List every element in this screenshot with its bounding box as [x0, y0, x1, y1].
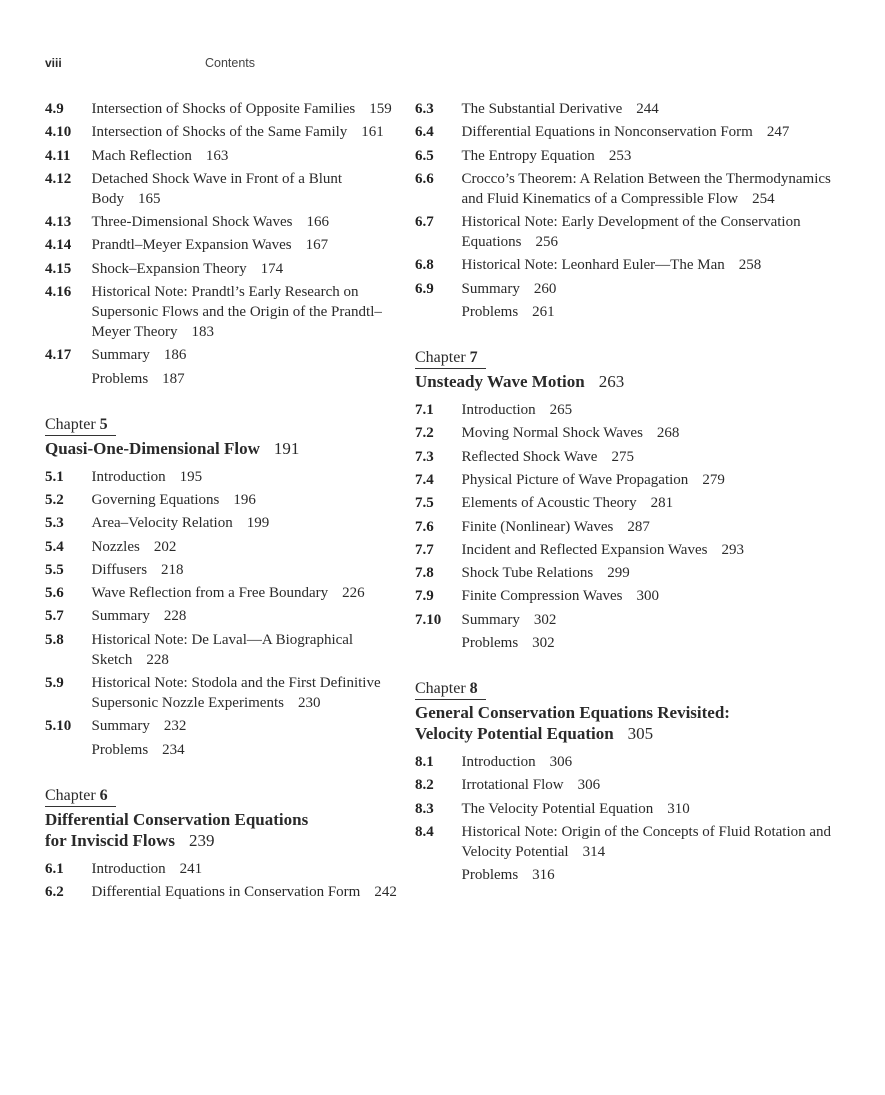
section-title: Governing Equations 196 — [91, 491, 256, 508]
section-page: 306 — [577, 777, 601, 794]
section-page: 268 — [656, 425, 680, 442]
section-page: 256 — [535, 234, 558, 251]
section-page: 300 — [636, 588, 660, 605]
problems-page: 316 — [532, 867, 555, 884]
toc-entry — [45, 630, 410, 670]
section-page: 260 — [533, 280, 557, 297]
toc-entry — [415, 400, 855, 420]
section-title: Prandtl–Meyer Expansion Waves 167 — [91, 237, 329, 254]
section-page: 241 — [179, 860, 203, 877]
section-page: 183 — [191, 324, 214, 341]
section-page: 226 — [342, 585, 365, 602]
section-page: 281 — [650, 495, 674, 512]
running-title: Contents — [205, 56, 256, 70]
chapter-5-heading — [45, 415, 410, 459]
section-number: 6.2 — [45, 883, 64, 900]
problems-page: 234 — [162, 741, 185, 758]
problems-entry — [45, 740, 410, 760]
section-page: 302 — [533, 611, 557, 628]
section-page: 165 — [138, 190, 161, 207]
section-page: 254 — [752, 190, 775, 207]
problems-label: Problems — [91, 370, 149, 387]
problems-entry — [45, 369, 410, 389]
section-number: 6.1 — [45, 860, 64, 877]
toc-entry — [415, 279, 855, 299]
section-number: 5.1 — [45, 468, 64, 485]
section-number: 4.9 — [45, 101, 64, 117]
section-title: Intersection of Shocks of the Same Family 161 — [91, 124, 384, 141]
section-number: 5.7 — [45, 608, 64, 625]
section-page: 228 — [163, 608, 187, 625]
section-page: 299 — [607, 565, 630, 582]
section-title: Detached Shock Wave in Front of a Blunt Body 165 — [91, 170, 343, 207]
toc-list — [45, 99, 410, 365]
section-number: 4.15 — [45, 260, 72, 277]
problems-entry — [415, 633, 855, 653]
toc-entry — [45, 99, 410, 119]
section-page: 287 — [627, 518, 650, 535]
toc-entry — [415, 212, 855, 252]
toc-entry — [45, 282, 410, 342]
toc-entry — [415, 586, 855, 606]
section-number: 4.13 — [45, 214, 72, 231]
section-number: 5.3 — [45, 515, 64, 532]
section-title: Introduction 241 — [91, 860, 203, 877]
problems-entry — [415, 302, 855, 322]
toc-entry — [415, 822, 855, 862]
section-page: 275 — [611, 448, 634, 465]
section-title: Shock Tube Relations 299 — [461, 565, 630, 582]
problems-page: 302 — [532, 635, 555, 652]
section-title: Summary 260 — [461, 280, 557, 297]
section-page: 202 — [153, 538, 177, 555]
toc-entry — [45, 673, 410, 713]
section-page: 167 — [305, 237, 329, 254]
toc-list — [415, 99, 855, 299]
section-title: Three-Dimensional Shock Waves 166 — [91, 214, 329, 231]
section-title: Mach Reflection 163 — [91, 147, 229, 164]
toc-entry — [45, 259, 410, 279]
chapter-title: Quasi-One-Dimensional Flow 191 — [45, 438, 300, 458]
chapter-title: Differential Conservation Equations for Inviscid Flows 239 — [45, 809, 309, 850]
chapter-7-heading — [415, 348, 855, 392]
section-page: 166 — [306, 214, 329, 231]
section-title: Differential Equations in Conservation Form 242 — [91, 883, 397, 900]
section-page: 163 — [205, 147, 229, 164]
section-page: 230 — [297, 695, 321, 712]
section-number: 8.4 — [415, 823, 434, 840]
toc-entry — [415, 122, 855, 142]
section-title: Finite Compression Waves 300 — [461, 588, 660, 605]
toc-list — [45, 859, 410, 902]
section-number: 5.5 — [45, 561, 64, 578]
section-title: Nozzles 202 — [91, 538, 177, 555]
section-page: 253 — [608, 147, 632, 164]
toc-list — [45, 467, 410, 737]
section-number: 6.8 — [415, 257, 434, 274]
section-page: 247 — [766, 124, 790, 141]
toc-list — [415, 400, 855, 630]
section-number: 6.7 — [415, 214, 434, 231]
toc-entry — [415, 517, 855, 537]
toc-entry — [45, 146, 410, 166]
section-page: 244 — [636, 101, 659, 117]
toc-entry — [45, 537, 410, 557]
toc-entry — [45, 882, 410, 902]
chapter-label: Chapter 6 — [45, 786, 116, 807]
section-title: Reflected Shock Wave 275 — [461, 448, 634, 465]
section-page: 199 — [246, 515, 270, 532]
section-title: Introduction 306 — [461, 754, 573, 771]
section-number: 5.2 — [45, 491, 64, 508]
section-number: 7.6 — [415, 518, 434, 535]
section-number: 4.11 — [45, 147, 71, 164]
problems-page: 187 — [162, 370, 185, 387]
toc-entry — [45, 122, 410, 142]
section-title: Introduction 265 — [461, 402, 573, 419]
toc-entry — [45, 716, 410, 736]
toc-column-left — [45, 99, 410, 905]
toc-entry — [45, 859, 410, 879]
section-number: 6.3 — [415, 101, 434, 117]
toc-entry — [45, 212, 410, 232]
toc-entry — [415, 493, 855, 513]
section-number: 7.5 — [415, 495, 434, 512]
toc-entry — [415, 752, 855, 772]
section-page: 265 — [549, 402, 573, 419]
section-number: 5.10 — [45, 718, 72, 735]
section-number: 8.2 — [415, 777, 434, 794]
chapter-label: Chapter 7 — [415, 348, 486, 369]
section-number: 4.12 — [45, 170, 72, 187]
section-number: 7.8 — [415, 565, 434, 582]
section-title: Moving Normal Shock Waves 268 — [461, 425, 680, 442]
section-title: Irrotational Flow 306 — [461, 777, 601, 794]
section-title: Elements of Acoustic Theory 281 — [461, 495, 674, 512]
section-page: 161 — [361, 124, 384, 141]
section-page: 258 — [738, 257, 762, 274]
section-number: 5.9 — [45, 675, 64, 692]
section-title: Area–Velocity Relation 199 — [91, 515, 270, 532]
problems-page: 261 — [532, 304, 555, 321]
section-title: Historical Note: De Laval—A Biographical Sketch 228 — [91, 631, 354, 668]
section-title: Summary 232 — [91, 718, 187, 735]
section-title: Summary 186 — [91, 347, 187, 364]
section-title: The Velocity Potential Equation 310 — [461, 800, 690, 817]
chapter-6-heading — [45, 786, 410, 851]
section-page: 186 — [163, 347, 187, 364]
toc-entry — [45, 169, 410, 209]
problems-label: Problems — [461, 867, 519, 884]
chapter-label: Chapter 8 — [415, 679, 486, 700]
toc-entry — [415, 423, 855, 443]
toc-entry — [45, 513, 410, 533]
toc-entry — [415, 169, 855, 209]
toc-entry — [415, 540, 855, 560]
toc-entry — [45, 490, 410, 510]
section-number: 4.17 — [45, 347, 72, 364]
section-page: 228 — [146, 651, 169, 668]
section-page: 159 — [369, 101, 392, 117]
chapter-8-heading — [415, 679, 855, 744]
section-number: 6.4 — [415, 124, 434, 141]
section-title: Introduction 195 — [91, 468, 203, 485]
toc-entry — [45, 345, 410, 365]
page-header — [45, 56, 445, 72]
section-number: 7.9 — [415, 588, 434, 605]
toc-entry — [415, 563, 855, 583]
toc-entry — [415, 799, 855, 819]
section-number: 6.6 — [415, 170, 434, 187]
section-number: 4.16 — [45, 284, 72, 301]
section-title: Historical Note: Prandtl’s Early Research on Supersonic Flows and the Origin of the Prandtl–Meyer Theory 183 — [91, 284, 382, 341]
section-title: Summary 228 — [91, 608, 187, 625]
toc-column-right — [415, 99, 855, 888]
section-page: 314 — [582, 843, 606, 860]
section-title: Historical Note: Stodola and the First Definitive Supersonic Nozzle Experiments 230 — [91, 675, 381, 712]
chapter-title: General Conservation Equations Revisited: Velocity Potential Equation 305 — [415, 703, 730, 744]
section-number: 5.6 — [45, 585, 64, 602]
toc-entry — [415, 255, 855, 275]
toc-entry — [45, 467, 410, 487]
section-number: 8.3 — [415, 800, 434, 817]
section-number: 7.1 — [415, 402, 434, 419]
toc-entry — [415, 146, 855, 166]
section-number: 5.4 — [45, 538, 64, 555]
toc-entry — [415, 610, 855, 630]
section-number: 7.2 — [415, 425, 434, 442]
section-page: 279 — [702, 471, 725, 488]
section-title: Summary 302 — [461, 611, 557, 628]
section-page: 174 — [260, 260, 284, 277]
section-number: 7.3 — [415, 448, 434, 465]
section-title: Diffusers 218 — [91, 561, 184, 578]
toc-entry — [415, 99, 855, 119]
section-number: 4.14 — [45, 237, 72, 254]
section-number: 6.9 — [415, 280, 434, 297]
chapter-label: Chapter 5 — [45, 415, 116, 436]
toc-entry — [45, 560, 410, 580]
section-number: 4.10 — [45, 124, 72, 141]
section-title: Crocco’s Theorem: A Relation Between the Thermodynamics and Fluid Kinematics of a Compressible Flow 254 — [461, 170, 831, 207]
section-page: 306 — [549, 754, 573, 771]
section-title: The Entropy Equation 253 — [461, 147, 632, 164]
section-title: Intersection of Shocks of Opposite Families 159 — [91, 101, 392, 117]
section-page: 232 — [163, 718, 187, 735]
section-title: Historical Note: Origin of the Concepts of Fluid Rotation and Velocity Potential 314 — [461, 823, 832, 860]
section-page: 195 — [179, 468, 203, 485]
toc-entry — [45, 235, 410, 255]
section-title: Wave Reflection from a Free Boundary 226 — [91, 585, 365, 602]
section-title: Incident and Reflected Expansion Waves 293 — [461, 541, 744, 558]
section-number: 7.4 — [415, 471, 434, 488]
section-page: 218 — [161, 561, 184, 578]
section-title: Historical Note: Leonhard Euler—The Man 258 — [461, 257, 762, 274]
section-page: 293 — [721, 541, 744, 558]
toc-entry — [45, 606, 410, 626]
toc-entry — [415, 470, 855, 490]
toc-entry — [415, 447, 855, 467]
toc-list — [415, 752, 855, 862]
section-title: Historical Note: Early Development of the Conservation Equations 256 — [461, 214, 801, 251]
problems-entry — [415, 865, 855, 885]
toc-entry — [45, 583, 410, 603]
chapter-title: Unsteady Wave Motion 263 — [415, 372, 625, 392]
section-page: 196 — [233, 491, 256, 508]
section-title: Shock–Expansion Theory 174 — [91, 260, 284, 277]
section-number: 7.10 — [415, 611, 442, 628]
section-title: The Substantial Derivative 244 — [461, 101, 659, 117]
problems-label: Problems — [91, 741, 149, 758]
section-page: 310 — [667, 800, 690, 817]
section-title: Physical Picture of Wave Propagation 279 — [461, 471, 725, 488]
section-title: Finite (Nonlinear) Waves 287 — [461, 518, 650, 535]
problems-label: Problems — [461, 635, 519, 652]
toc-entry — [415, 775, 855, 795]
section-number: 7.7 — [415, 541, 434, 558]
page-folio: viii — [45, 56, 62, 70]
section-number: 5.8 — [45, 631, 64, 648]
section-title: Differential Equations in Nonconservation Form 247 — [461, 124, 790, 141]
problems-label: Problems — [461, 304, 519, 321]
section-page: 242 — [374, 883, 397, 900]
section-number: 8.1 — [415, 754, 434, 771]
section-number: 6.5 — [415, 147, 434, 164]
